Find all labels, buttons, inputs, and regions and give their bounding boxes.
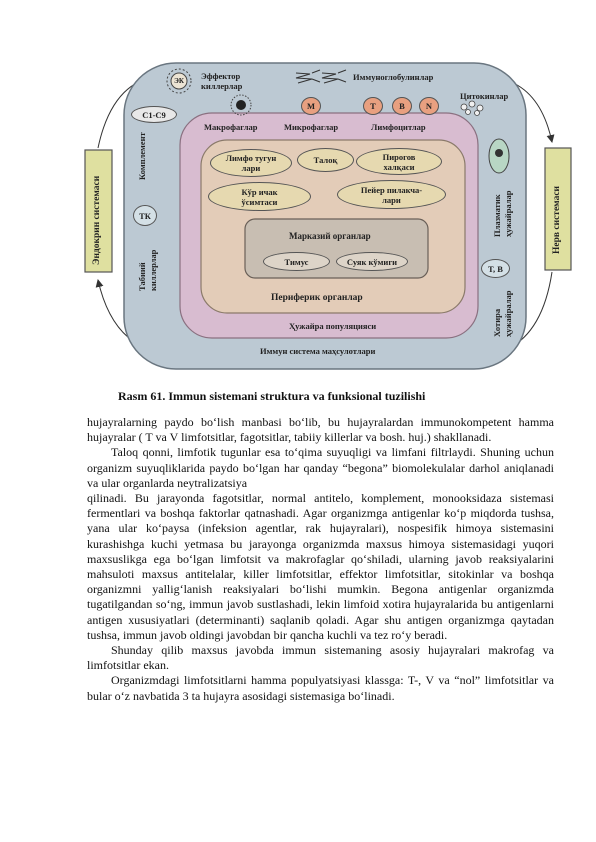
immune-system-diagram: [0, 0, 596, 380]
natural-killers-label: Табиий киллерлар: [137, 249, 158, 291]
effector-killers-label: Эффектор киллерлар: [201, 71, 243, 91]
lymph-nodes-oval: Лимфо тугун лари: [210, 149, 292, 177]
memory-cells-label: Хотира ҳужайралар: [492, 290, 513, 337]
paragraph: Shunday qilib maxsus javobda immun sistemaning asosiy hujayralari makrofag va limfotsitlar ekan.: [87, 643, 554, 673]
plasma-cells-label: Плазматик ҳужайралар: [492, 190, 513, 237]
tb-badge: T, B: [481, 259, 510, 278]
peripheral-organs-label: Периферик органлар: [271, 293, 363, 303]
paragraph: Taloq qonni, limfotik tugunlar esa to‘qima suyuqligi va limfani filtrlaydi. Shuning uchun organizm suyuqliklarida paydo bo‘lgan har qanday “begona” biomolekulalar darhol aniqlanadi va ular organlarda neytralizatsiya: [87, 445, 554, 490]
paragraph: qilinadi. Bu jarayonda fagotsitlar, normal antitelo, komplement, monooksidaza sistemasi fermentlari va boshqa faktorlar qatnashadi. Agar organizmga antigenlar ko‘p miqdorda tushsa, yana ular ko‘paysa (infeksion agentlar, rak hujayralari), nospesifik himoya sistemasini kurashishga kuchi yetmasa bu jarayonga organizmda maxsus himoya sistemasidagi yuqori maxsuslikga ega bo‘lgan limfotsit va makrofaglar qo‘shiladi, ularning javob reaksiyalarini mahsuloti maxsus antitelalar, killer limfotsitlar, effektor limfotsitlar, sitokinlar va boshqa organizmni yallig‘lanish reaksiyalari bo‘lishi mumkin. Begona antigenlar organizmda tugatilgandan so‘ng, immun javob sustlashadi, lekin limfoid xotira hujayralarida bu antigenlarni antigen xususiyatlari (determinanti) saqlanib qoladi. Agar shu antigen organizmga qaytadan tushsa, immun javob oldingi javobdan bir qancha kuchli va tez ro‘y beradi.: [87, 491, 554, 642]
spleen-oval: Талоқ: [297, 148, 354, 172]
figure-caption: Rasm 61. Immun sistemani struktura va funksional tuzilishi: [118, 389, 426, 403]
cytokines-label: Цитокинлар: [460, 91, 509, 101]
nervous-system-label: Нерв системаси: [552, 185, 562, 254]
paragraph: hujayralarning paydo bo‘lish manbasi bo‘lib, bu hujayralardan immunokompetent hamma hujayralar ( T va V limfotsitlar, fagotsitlar, tabiiy killerlar va bosh. huj.) shakllanadi.: [87, 415, 554, 445]
ek-badge: ЭК: [174, 77, 184, 85]
complement-badge: C1-C9: [131, 106, 177, 123]
m-badge: М: [301, 97, 321, 115]
central-organs-label: Марказий органлар: [289, 231, 371, 241]
plasma-cell-icon: [489, 139, 509, 173]
immune-products-label: Иммун система маҳсулотлари: [260, 346, 376, 356]
thick-intestine-oval: Кўр ичак ўсимтаси: [208, 182, 311, 211]
thymus-oval: Тимус: [263, 252, 330, 271]
tk-badge: ТК: [133, 205, 157, 226]
complement-label: Комплемент: [137, 132, 147, 180]
peyer-patches-oval: Пейер пилакча- лари: [337, 180, 446, 209]
bone-marrow-oval: Суяк кўмиги: [336, 252, 408, 271]
lymphocytes-label: Лимфоцитлар: [371, 122, 426, 132]
n-badge: N: [419, 97, 439, 115]
pirogov-ring-oval: Пирогов халқаси: [356, 148, 442, 175]
immunoglobulins-label: Иммуноглобулинлар: [353, 72, 434, 82]
t-badge: Т: [363, 97, 383, 115]
b-badge: В: [392, 97, 412, 115]
paragraph: Organizmdagi limfotsitlarni hamma populyatsiyasi klassga: T-, V va “nol” limfotsitlar va bular o‘z navbatida 3 ta hujayra asosidagi sistemasiga bo‘linadi.: [87, 673, 554, 703]
central-organs-box: [245, 219, 428, 278]
cell-populations-label: Ҳужайра популяцияси: [289, 321, 377, 331]
endocrine-system-label: Эндокрин системаси: [92, 175, 102, 265]
body-text: [87, 415, 554, 704]
macrophages-label: Макрофаглар: [204, 122, 258, 132]
microphages-label: Микрофаглар: [284, 122, 339, 132]
